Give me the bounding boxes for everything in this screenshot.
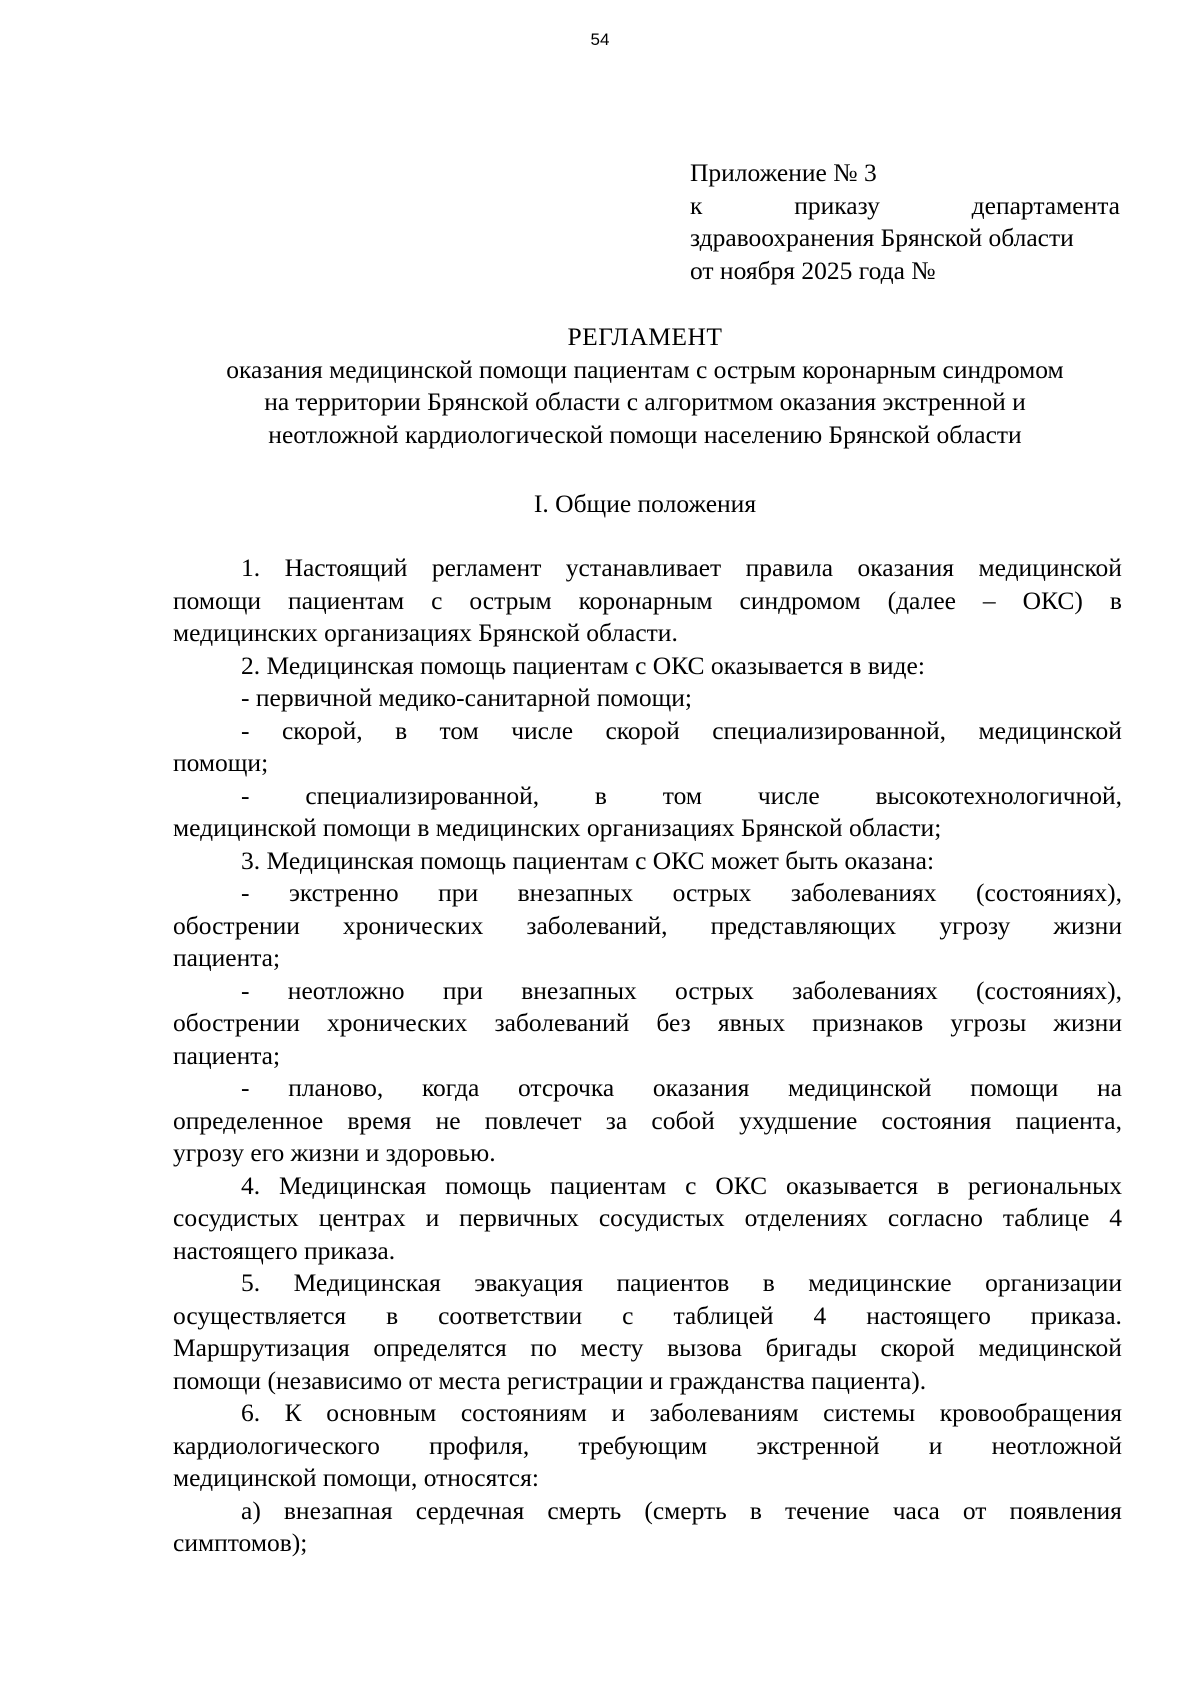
word: на [1096,1073,1122,1102]
paragraph-10-line-1 [173,1170,1122,1203]
word: оказания [857,553,955,582]
paragraph-6: 3. Медицинская помощь пациентам с ОКС может быть оказана: [241,845,935,875]
word: и [611,1398,626,1427]
word: медицинской [788,1073,932,1102]
word: согласно [887,1203,983,1232]
word: эвакуация [474,1268,584,1297]
paragraph-4-line-1 [173,715,1122,748]
word: заболеваний [494,1008,630,1037]
word: не [435,1105,461,1135]
word: устанавливает [565,553,722,582]
word: угрозы [950,1008,1027,1037]
word: том [439,715,479,745]
word: 1. [241,553,261,582]
word: помощи [970,1073,1059,1102]
word: смерть [547,1495,622,1525]
word: появления [1009,1495,1122,1525]
word: по [530,1333,557,1362]
word: месту [580,1333,644,1362]
word: отделениях [744,1203,868,1232]
word: обострении [173,1008,300,1037]
word: медицинской [978,1333,1122,1362]
word: острым [469,585,552,615]
document-body [173,552,1122,1560]
word: в [395,715,408,745]
word: хронических [342,910,484,940]
word: ОКС [715,1170,768,1200]
word: 4 [1109,1203,1122,1232]
word: медицинские [808,1268,952,1297]
word: при [442,975,483,1005]
word: внезапных [517,878,634,907]
paragraph-1-line-2 [173,585,1122,618]
word: (состояниях), [976,878,1122,907]
word: настоящего [866,1300,991,1330]
word: правила [745,553,834,582]
paragraph-11-line-3 [173,1332,1122,1365]
word: сердечная [415,1495,525,1525]
word: собой [651,1105,715,1135]
word: К [284,1398,302,1427]
word: числе [511,715,574,745]
document-title: РЕГЛАМЕНТ [567,322,723,351]
word: регламент [431,553,542,582]
word: скорой, [281,715,363,745]
word: Маршрутизация [173,1333,350,1362]
word: синдромом [739,585,861,615]
word: 6. [241,1398,261,1427]
word: отсрочка [517,1073,615,1102]
word: помощь [445,1170,532,1200]
word: пациентам [288,585,405,615]
word: (состояниях), [976,975,1122,1005]
word: первичных [459,1203,579,1232]
paragraph-8-line-1 [173,975,1122,1008]
word: в [594,780,607,810]
paragraph-2: 2. Медицинская помощь пациентам с ОКС оказывается в виде: [241,650,925,680]
word: жизни [1053,1008,1122,1037]
appendix-word: приказу [794,190,880,220]
word: сосудистых [173,1203,299,1232]
paragraph-7-line-2 [173,910,1122,943]
word: заболеваниях [792,975,938,1005]
paragraph-9-line-2 [173,1105,1122,1138]
word: (далее [887,585,956,615]
paragraph-12-line-3: медицинской помощи, относятся: [173,1463,539,1492]
word: оказания [652,1073,750,1102]
word: - [241,780,250,810]
appendix-line-3: здравоохранения Брянской области [690,223,1074,252]
word: когда [421,1073,480,1102]
word: таблице [1002,1203,1090,1232]
word: при [438,878,479,907]
word: сосудистых [598,1203,725,1232]
word: хронических [326,1008,468,1037]
word: с [622,1300,634,1330]
appendix-header [690,157,1120,287]
paragraph-9-line-1 [173,1072,1122,1105]
paragraph-9-line-3: угрозу его жизни и здоровью. [173,1138,496,1167]
word: оказывается [786,1170,919,1200]
word: без [656,1008,691,1037]
paragraph-10-line-3: настоящего приказа. [173,1235,396,1265]
word: коронарным [578,585,713,615]
word: признаков [812,1008,924,1037]
document-subtitle-line: оказания медицинской помощи пациентам с острым коронарным синдромом [226,354,1064,384]
word: в [762,1268,775,1297]
paragraph-12-line-2 [173,1430,1122,1463]
word: - [241,1073,250,1102]
word: определятся [373,1333,507,1362]
word: Медицинская [279,1170,427,1200]
word: специализированной, [712,715,947,745]
word: - [241,975,250,1005]
word: 4 [813,1300,827,1330]
word: экстренно [288,878,399,907]
word: скорой [605,715,680,745]
word: Настоящий [284,553,408,582]
document-subtitle-line: на территории Брянской области с алгоритмом оказания экстренной и [264,387,1026,416]
appendix-line-4: от ноября 2025 года № [690,255,936,285]
word: системы [823,1398,916,1427]
word: Медицинская [293,1268,441,1297]
word: течение [785,1495,870,1525]
word: явных [717,1008,786,1037]
word: специализированной, [305,780,540,810]
word: острых [675,975,754,1005]
word: организации [985,1268,1122,1297]
word: время [347,1105,412,1135]
word: требующим [578,1430,708,1460]
word: с [685,1170,697,1200]
document-title-block [100,321,1190,451]
word: соответствии [438,1300,583,1330]
word: вызова [667,1333,742,1362]
word: и [425,1203,440,1232]
word: профиля, [429,1430,530,1460]
word: медицинской [978,553,1122,582]
word: острых [672,878,752,907]
word: угрозу [939,910,1011,940]
paragraph-12-line-1 [173,1397,1122,1430]
word: бригады [765,1333,857,1362]
word: медицинской [978,715,1122,745]
word: состояния [881,1105,992,1135]
word: заболеваниях [790,878,937,907]
word: (смерть [644,1495,727,1525]
paragraph-7-line-3: пациента; [173,943,281,972]
word: кровообращения [939,1398,1122,1427]
word: осуществляется [173,1300,347,1330]
word: высокотехнологичной, [875,780,1122,810]
word: числе [757,780,820,810]
paragraph-13-line-1 [173,1495,1122,1528]
word: в [937,1170,950,1200]
word: определенное [173,1105,324,1135]
word: - [241,715,250,745]
paragraph-8-line-3: пациента; [173,1040,281,1070]
word: внезапных [521,975,637,1005]
word: в [749,1495,762,1525]
word: представляющих [710,910,897,940]
word: региональных [968,1170,1122,1200]
appendix-word: департамента [971,190,1120,220]
word: экстренной [756,1430,880,1460]
word: кардиологического [173,1430,380,1460]
paragraph-1-line-1 [173,552,1122,585]
word: обострении [173,910,300,940]
appendix-word: к [690,190,703,220]
paragraph-1-line-3: медицинских организациях Брянской области. [173,618,678,647]
word: внезапная [283,1495,393,1525]
paragraph-8-line-2 [173,1007,1122,1040]
word: помощи [173,585,262,615]
paragraph-4-line-2: помощи; [173,748,269,777]
paragraph-7-line-1 [173,877,1122,910]
document-subtitle-line: неотложной кардиологической помощи населению Брянской области [268,419,1022,449]
word: центрах [318,1203,406,1232]
word: от [962,1495,987,1525]
word: в [1109,585,1122,615]
paragraph-5-line-2: медицинской помощи в медицинских организациях Брянской области; [173,813,942,842]
paragraph-10-line-2 [173,1202,1122,1235]
word: 4. [241,1170,261,1200]
word: 5. [241,1268,261,1297]
word: неотложной [991,1430,1122,1460]
section-heading: I. Общие положения [533,489,757,518]
paragraph-11-line-2 [173,1300,1122,1333]
word: таблицей [673,1300,774,1330]
word: – [982,585,996,615]
word: а) [241,1495,261,1525]
word: том [662,780,702,810]
word: неотложно [287,975,405,1005]
paragraph-11-line-4: помощи (независимо от места регистрации и гражданства пациента). [173,1365,927,1395]
word: ОКС) [1022,585,1083,615]
word: пациентам [550,1170,667,1200]
page-number: 54 [590,30,610,49]
word: состояниям [460,1398,587,1427]
word: за [605,1105,628,1135]
word: основным [326,1398,437,1427]
word: приказа. [1030,1300,1122,1330]
word: скорой [880,1333,955,1362]
word: заболеваний, [526,910,668,940]
word: жизни [1053,910,1122,940]
word: с [431,585,443,615]
word: и [928,1430,943,1460]
word: в [386,1300,399,1330]
paragraph-11-line-1 [173,1267,1122,1300]
appendix-line-2 [690,190,1120,223]
word: часа [892,1495,940,1525]
paragraph-13-line-2: симптомов); [173,1528,308,1557]
word: заболеваниям [649,1398,799,1427]
word: планово, [288,1073,384,1102]
appendix-line-1: Приложение № 3 [690,158,877,187]
paragraph-5-line-1 [173,780,1122,813]
paragraph-3: - первичной медико-санитарной помощи; [241,683,692,712]
word: ухудшение [739,1105,858,1135]
word: повлечет [484,1105,582,1135]
word: - [241,878,250,907]
word: пациентов [616,1268,730,1297]
word: пациента, [1015,1105,1122,1135]
